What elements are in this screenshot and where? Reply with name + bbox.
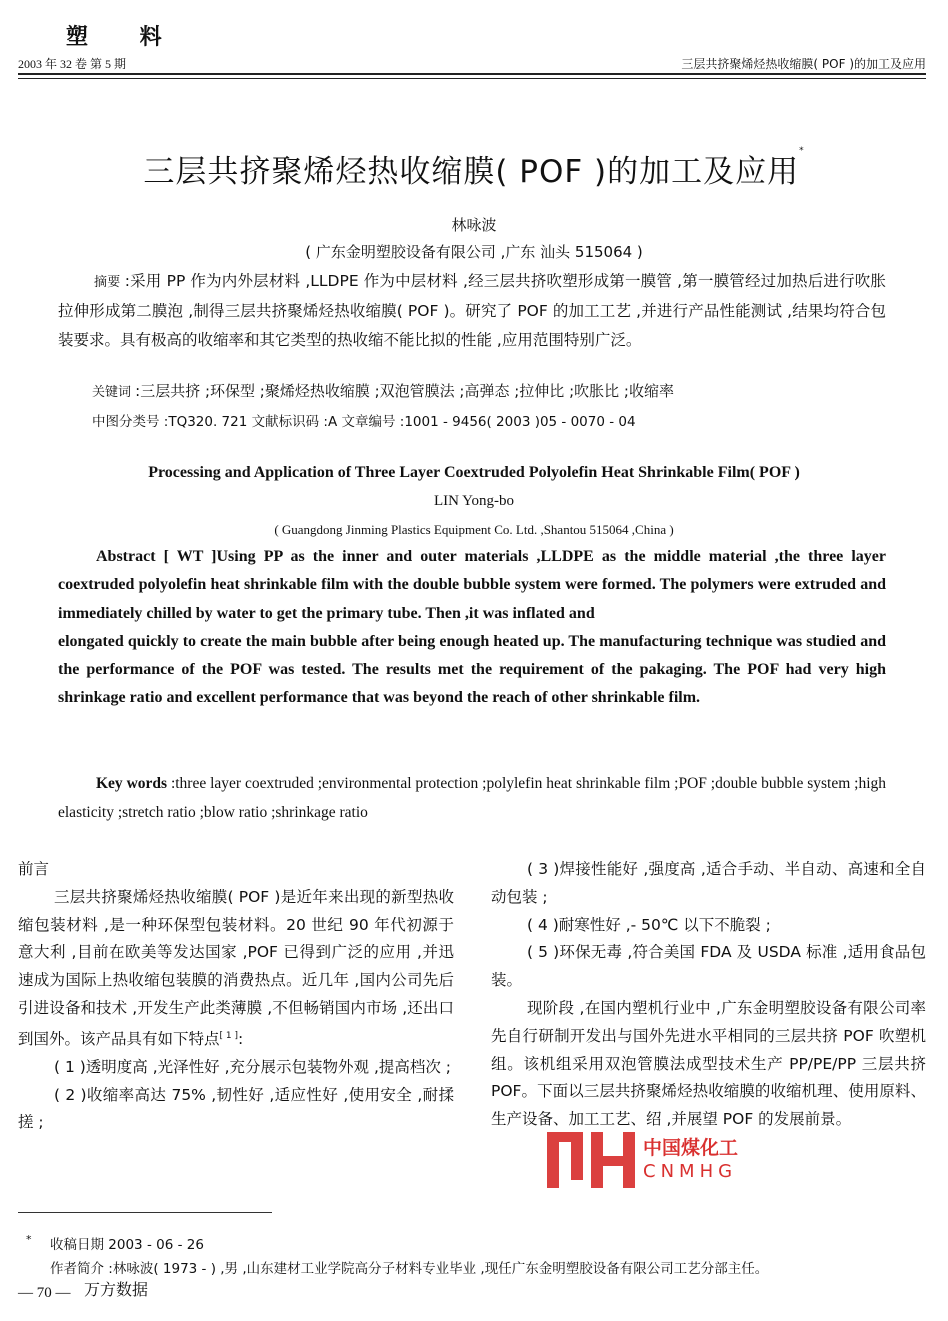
feature-item-4: ( 4 )耐寒性好 ,- 50℃ 以下不脆裂 ;: [527, 915, 771, 934]
feature-item-5: ( 5 )环保无毒 ,符合美国 FDA 及 USDA 标准 ,适用食品包装。: [491, 943, 926, 990]
feature-item-3: ( 3 )焊接性能好 ,强度高 ,适合手动、半自动、高速和全自动包装 ;: [491, 860, 926, 906]
watermark-logo-icon: [545, 1128, 641, 1192]
feature-item-2: ( 2 )收缩率高达 75% ,韧性好 ,适应性好 ,使用安全 ,耐揉搓 ;: [18, 1085, 454, 1132]
feature-item-1: ( 1 )透明度高 ,光泽性好 ,充分展示包装物外观 ,提高档次 ;: [54, 1057, 452, 1076]
intro-end: :: [238, 1029, 244, 1048]
intro-text: 三层共挤聚烯烃热收缩膜( POF )是近年来出现的新型热收缩包装材料 ,是一种环保型包装材料。20 世纪 90 年代初源于意大利 ,目前在欧美等发达国家 ,POF 已得到广泛的应用 ,并迅速成为国际上热收缩包装膜的消费热点。近几年 ,国内公司先后引进设备和技术 ,开发生产此类薄膜 ,不但畅销国内市场 ,还出口到国外。该产品具有如下特点: [18, 887, 454, 1048]
english-abstract-p1: Abstract [ WT ]Using PP as the inner and outer materials ,LLDPE as the middle material ,the three layer coextruded polyolefin heat shrinkable film with the double bubble system were formed. The polymers were extruded and immediately chilled by water to get the primary tube. Then ,it was inflated and: [58, 548, 886, 622]
page-number: — 70 —: [18, 1285, 71, 1301]
keywords-cn: [92, 380, 674, 401]
author-affiliation: ( 广东金明塑胶设备有限公司 ,广东 汕头 515064 ): [305, 243, 643, 261]
article-title: [0, 146, 948, 191]
status-text: 现阶段 ,在国内塑机行业中 ,广东金明塑胶设备有限公司率先自行研制开发出与国外先进水平相同的三层共挤 POF 吹塑机组。该机组采用双泡管膜法成型技术生产 PP/PE/PP 三层共挤 POF。下面以三层共挤聚烯烃热收缩膜的收缩机理、使用原料、生产设备、加工工艺、: [491, 998, 926, 1129]
abstract-cn: [58, 267, 886, 355]
keywords-text: :三层共挤 ;环保型 ;聚烯烃热收缩膜 ;双泡管膜法 ;高弹态 ;拉伸比 ;吹胀比 ;收缩率: [135, 382, 674, 400]
author-name: 林咏波: [451, 216, 497, 234]
english-title: Processing and Application of Three Layer Coextruded Polyolefin Heat Shrinkable Film( POF ): [148, 464, 800, 481]
header-rule-thin: [18, 78, 926, 79]
body-column-left: [18, 856, 454, 1137]
english-keywords-label: Key words: [96, 775, 171, 792]
body-column-right: [491, 856, 926, 1134]
intro-paragraph: [18, 884, 454, 1054]
status-paragraph: [491, 995, 926, 1134]
footnote-received: [26, 1233, 204, 1253]
section-heading: 前言: [18, 860, 50, 878]
watermark-text-en: CNMHG: [643, 1161, 738, 1182]
footnote-bio: 作者简介 :林咏波( 1973 - ) ,男 ,山东建材工业学院高分子材料专业毕业 ,现任广东金明塑胶设备有限公司工艺分部主任。: [50, 1261, 769, 1277]
header-rule-thick: [18, 73, 926, 75]
wanfang-mark: 万方数据: [84, 1280, 149, 1299]
logo-bar-6: [623, 1132, 635, 1188]
english-affiliation: ( Guangdong Jinming Plastics Equipment Co. Ltd. ,Shantou 515064 ,China ): [274, 522, 674, 537]
journal-name: 塑 料: [66, 25, 184, 50]
classification-line: 中图分类号 :TQ320. 721 文献标识码 :A 文章编号 :1001 - 9456( 2003 )05 - 0070 - 04: [92, 414, 636, 430]
title-text: 三层共挤聚烯烃热收缩膜( POF )的加工及应用: [143, 154, 800, 190]
keywords-label: 关键词: [92, 385, 136, 400]
status-text-tail: 绍 ,并展望 POF 的发展前景。: [646, 1110, 852, 1129]
english-keywords: [58, 770, 886, 827]
english-keywords-text: :three layer coextruded ;environmental protection ;polylefin heat shrinkable film ;POF ;double bubble system ;high elasticity ;stretch ratio ;blow ratio ;shrinkage ratio: [58, 775, 887, 821]
received-date: 收稿日期 2003 - 06 - 26: [50, 1237, 204, 1253]
english-author: LIN Yong-bo: [433, 493, 514, 509]
logo-bar-3: [571, 1132, 583, 1180]
watermark-text-cn: 中国煤化工: [643, 1137, 739, 1159]
footnote-rule: [18, 1212, 272, 1213]
running-title: 三层共挤聚烯烃热收缩膜( POF )的加工及应用: [681, 57, 926, 71]
abstract-text: :采用 PP 作为内外层材料 ,LLDPE 作为中层材料 ,经三层共挤吹塑形成第一膜管 ,第一膜管经过加热后进行吹胀拉伸形成第二膜泡 ,制得三层共挤聚烯烃热收缩膜( POF )。研究了 POF 的加工工艺 ,并进行产品性能测试 ,结果均符合包装要求。具有极高的收缩率和其它类型的热收缩不能比拟的性能 ,应用范围特别广泛。: [58, 272, 886, 349]
title-footnote-mark: *: [799, 146, 805, 156]
abstract-label: 摘要: [94, 275, 125, 290]
citation-ref: [ 1 ]: [219, 1030, 238, 1041]
issue-info: 2003 年 32 卷 第 5 期: [18, 57, 127, 71]
english-abstract-p2: elongated quickly to create the main bubble after being enough heated up. The manufacturing technique was studied and the performance of the POF was tested. The results met the requirement of the pakaging. The POF had very high shrinkage ratio and excellent performance that was beyond the reach of other shrinkable film.: [58, 632, 886, 707]
english-abstract: [58, 543, 886, 713]
footnote-mark: *: [26, 1233, 32, 1246]
